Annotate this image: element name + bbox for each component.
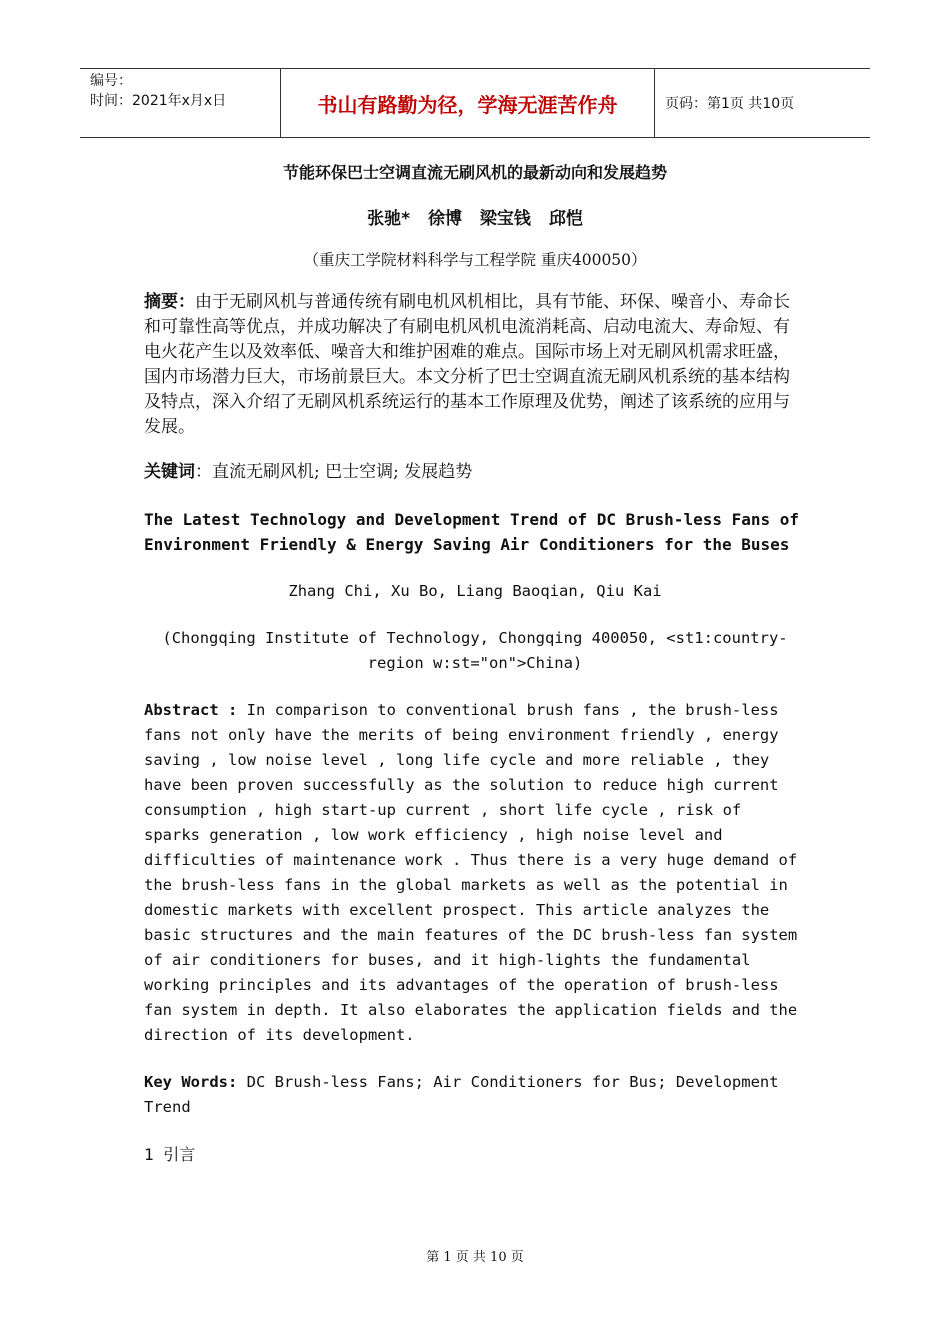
keywords-en: [144, 1070, 806, 1120]
keywords-cn-text: ：直流无刷风机; 巴士空调; 发展趋势: [195, 462, 473, 482]
abstract-en-label: Abstract :: [144, 701, 238, 719]
affiliation-cn: （重庆工学院材料科学与工程学院 重庆400050）: [303, 251, 647, 269]
document-body: [144, 150, 806, 1165]
abstract-cn-text: 由于无刷风机与普通传统有刷电机风机相比，具有节能、环保、噪音小、寿命长和可靠性高等优点，并成功解决了有刷电机风机电流消耗高、启动电流大、寿命短、有电火花产生以及效率低、噪音大和维护困难的难点。国际市场上对无刷风机需求旺盛，国内市场潜力巨大，市场前景巨大。本文分析了巴士空调直流无刷风机系统的基本结构及特点，深入介绍了无刷风机系统运行的基本工作原理及优势，阐述了该系统的应用与发展。: [144, 292, 790, 437]
abstract-en-text: In comparison to conventional brush fans , the brush-less fans not only have the merits of being environment friendly , energy saving , low noise level , long life cycle and more reliable , they have been proven successfully as the solution to reduce high current consumption , high start-up current , short life cycle , risk of sparks generation , low work efficiency , high noise level and difficulties of maintenance work . Thus there is a very huge demand of the brush-less fans in the global markets as well as the potential in domestic markets with excellent prospect. This article analyzes the basic structures and the main features of the DC brush-less fan system of air conditioners for buses, and it high-lights the fundamental working principles and its advantages of the operation of brush-less fan system in depth. It also elaborates the application fields and the direction of its development.: [144, 701, 798, 1044]
section-heading-1: 1 引言: [144, 1145, 196, 1164]
english-title: The Latest Technology and Development Trend of DC Brush-less Fans of Environment Friendly & Energy Saving Air Conditioners for the Buses: [144, 510, 800, 554]
authors: 张驰* 徐博 梁宝钱 邱恺: [367, 209, 583, 229]
english-affiliation: (Chongqing Institute of Technology, Chongqing 400050, <st1:country-region w:st="on">China): [162, 629, 788, 672]
english-authors: Zhang Chi, Xu Bo, Liang Baoqian, Qiu Kai: [288, 582, 662, 600]
doc-title: 节能环保巴士空调直流无刷风机的最新动向和发展趋势: [282, 163, 667, 182]
header-table: [80, 68, 870, 138]
abstract-label: 摘要：: [144, 292, 195, 312]
abstract-en: [144, 698, 806, 1048]
date-label: 时间：2021年x月x日: [90, 93, 227, 109]
number-label: 编号：: [90, 73, 132, 89]
motto: 书山有路勤为径，学海无涯苦作舟: [281, 69, 655, 137]
keywords-label: 关键词: [144, 462, 195, 482]
abstract-cn: [144, 290, 806, 440]
keywords-en-text: DC Brush-less Fans; Air Conditioners for Bus; Development Trend: [144, 1073, 779, 1116]
keywords-en-label: Key Words:: [144, 1073, 238, 1091]
page-label: 页码：第1页 共10页: [665, 96, 795, 112]
header-left-cell: [80, 69, 281, 137]
keywords-cn: [144, 460, 806, 485]
page-footer: 第 1 页 共 10 页: [426, 1250, 524, 1265]
